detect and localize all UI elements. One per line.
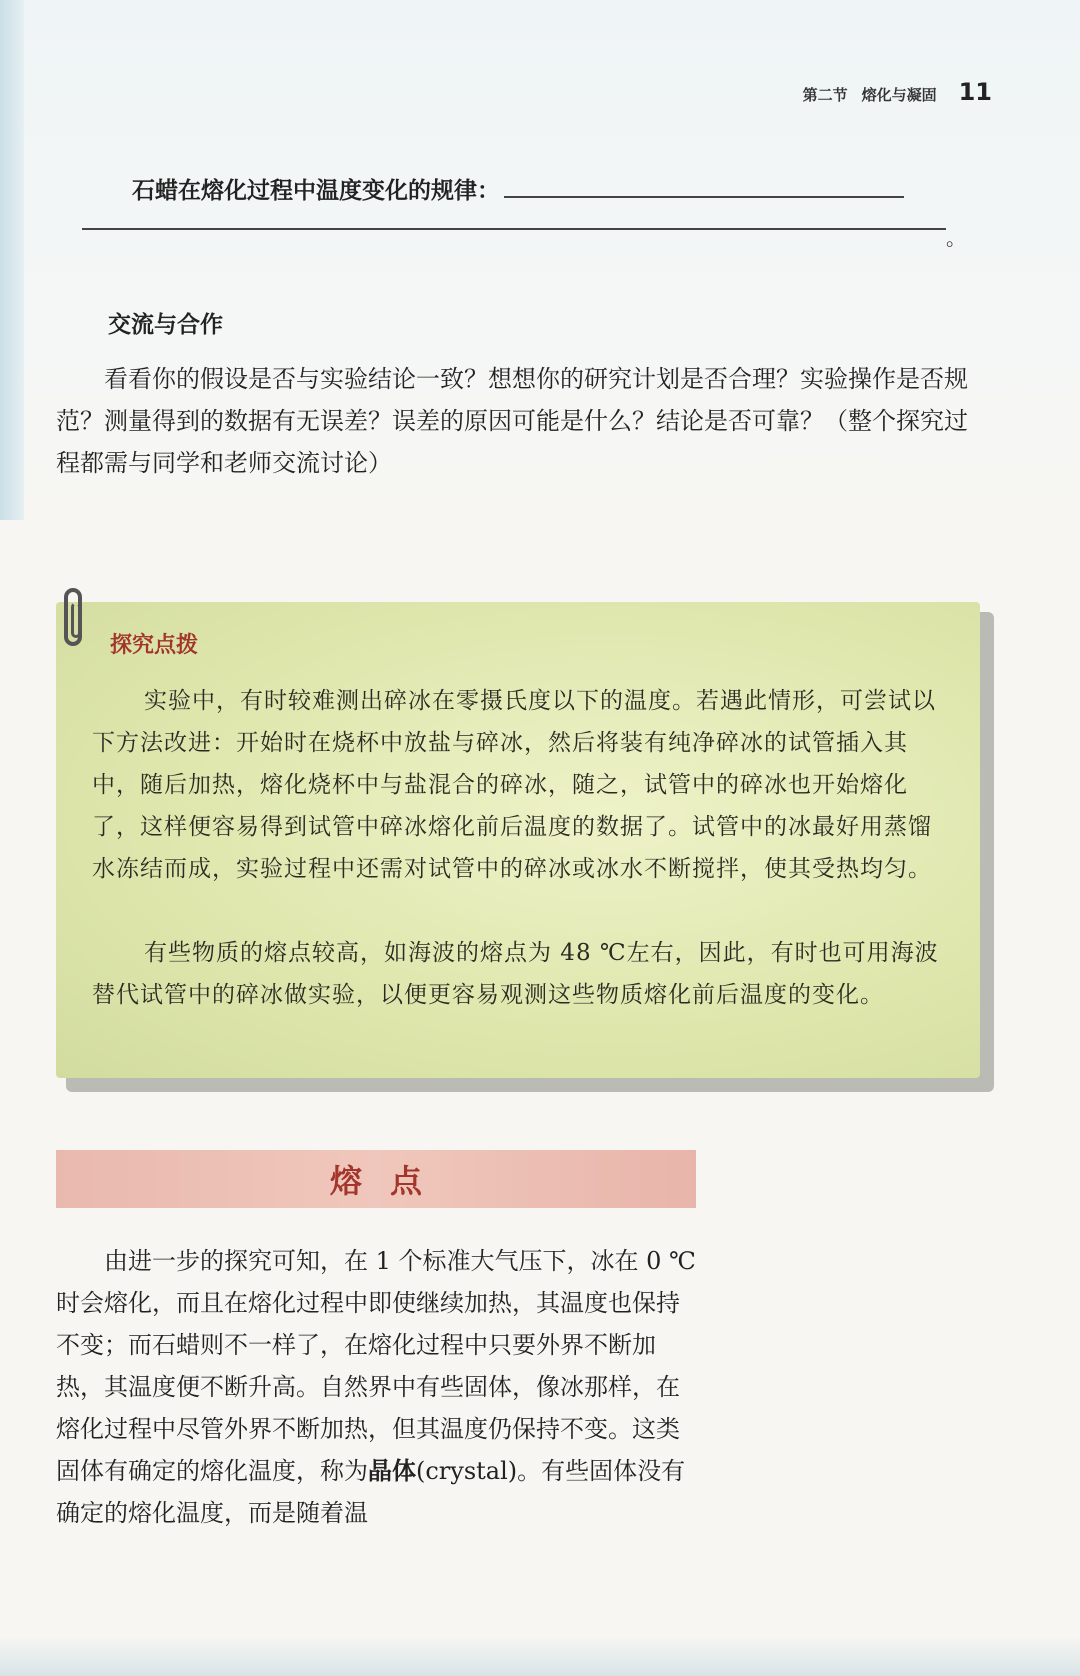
header-title: 熔化与凝固 xyxy=(861,86,937,104)
melting-text-after: (crystal)。有些固体没有确定的熔化温度，而是随着温 xyxy=(56,1457,686,1527)
answer-blank-line-2[interactable] xyxy=(82,228,946,230)
term-crystal: 晶体 xyxy=(368,1456,416,1485)
header-section: 第二节 xyxy=(802,86,848,104)
melting-point-paragraph xyxy=(56,1240,696,1534)
tip-paragraph-1: 实验中，有时较难测出碎冰在零摄氏度以下的温度。若遇此情形，可尝试以下方法改进：开始时在烧杯中放盐与碎冰，然后将装有纯净碎冰的试管插入其中，随后加热，熔化烧杯中与盐混合的碎冰，随之，试管中的碎冰也开始熔化了，这样便容易得到试管中碎冰熔化前后温度的数据了。试管中的冰最好用蒸馏水冻结而成，实验过程中还需对试管中的碎冰或冰水不断搅拌，使其受热均匀。 xyxy=(92,688,936,882)
section-banner xyxy=(56,1150,696,1208)
discussion-paragraph: 看看你的假设是否与实验结论一致？想想你的研究计划是否合理？实验操作是否规范？测量得到的数据有无误差？误差的原因可能是什么？结论是否可靠？（整个探究过程都需与同学和老师交流讨论） xyxy=(56,365,968,477)
discussion-heading: 交流与合作 xyxy=(108,312,223,338)
melting-text-before: 由进一步的探究可知，在 1 个标准大气压下，冰在 0 ℃时会熔化，而且在熔化过程中即使继续加热，其温度也保持不变；而石蜡则不一样了，在熔化过程中只要外界不断加热，其温度便不断升高。自然界中有些固体，像冰那样，在熔化过程中尽管外界不断加热，但其温度仍保持不变。这类固体有确定的熔化温度，称为 xyxy=(56,1247,696,1485)
tip-paragraph-2: 有些物质的熔点较高，如海波的熔点为 48 ℃左右，因此，有时也可用海波替代试管中的碎冰做实验，以便更容易观测这些物质熔化前后温度的变化。 xyxy=(92,940,939,1008)
fill-in-question xyxy=(132,172,904,205)
running-header xyxy=(803,78,992,106)
page-bottom-edge xyxy=(0,1636,1080,1676)
fill-in-prompt: 石蜡在熔化过程中温度变化的规律： xyxy=(132,177,500,204)
tip-title: 探究点拨 xyxy=(110,633,199,658)
page-edge-band xyxy=(0,0,24,520)
banner-title: 熔点 xyxy=(329,1162,450,1200)
page-number: 11 xyxy=(958,78,992,106)
answer-blank-line[interactable] xyxy=(504,174,904,198)
fill-in-end-mark: 。 xyxy=(946,226,966,250)
paperclip-icon xyxy=(64,588,82,646)
